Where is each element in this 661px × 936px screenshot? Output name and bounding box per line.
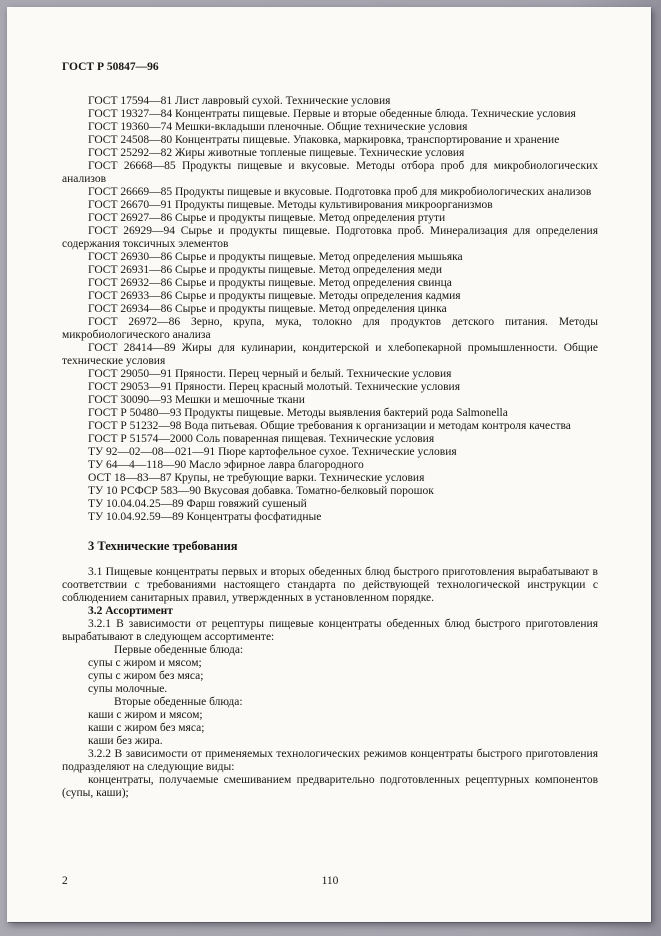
doc-code-header: ГОСТ Р 50847—96	[62, 61, 159, 73]
reference-line: ОСТ 18—83—87 Крупы, не требующие варки. Технические условия	[88, 472, 425, 484]
reference-line: ГОСТ 26932—86 Сырье и продукты пищевые. Метод определения свинца	[88, 277, 452, 289]
paragraph: Первые обеденные блюда:	[114, 644, 244, 656]
paragraph: концентраты, получаемые смешиванием предварительно подготовленных рецептурных компонентов (супы, каши);	[62, 774, 598, 799]
paragraph: 3.2 Ассортимент	[88, 605, 173, 617]
normative-references-list	[62, 95, 598, 524]
reference-line: ТУ 92—02—08—021—91 Пюре картофельное сухое. Технические условия	[88, 446, 457, 458]
reference-line: ГОСТ 26934—86 Сырье и продукты пищевые. Метод определения цинка	[88, 303, 447, 315]
reference-line: ГОСТ 17594—81 Лист лавровый сухой. Технические условия	[88, 95, 391, 107]
reference-line: ГОСТ Р 51232—98 Вода питьевая. Общие требования к организации и методам контроля качества	[88, 420, 571, 432]
reference-line: ГОСТ Р 51574—2000 Соль поваренная пищевая. Технические условия	[88, 433, 435, 445]
reference-line: ГОСТ 29050—91 Пряности. Перец черный и белый. Технические условия	[88, 368, 452, 380]
paragraph: каши с жиром и мясом;	[88, 709, 203, 721]
reference-line: ТУ 10.04.92.59—89 Концентраты фосфатидные	[88, 511, 322, 523]
reference-line: ТУ 10.04.04.25—89 Фарш говяжий сушеный	[88, 498, 307, 510]
section-heading: 3 Технические требования	[88, 539, 238, 553]
reference-line: ГОСТ 26669—85 Продукты пищевые и вкусовые. Подготовка проб для микробиологических анализов	[88, 186, 592, 198]
paragraph: 3.2.2 В зависимости от применяемых технологических режимов концентраты быстрого приготовления подразделяют на следующие виды:	[62, 748, 598, 773]
sheet-number: 110	[321, 875, 339, 887]
reference-line: ГОСТ 26668—85 Продукты пищевые и вкусовые. Методы отбора проб для микробиологических анализов	[62, 160, 598, 185]
paragraph: Вторые обеденные блюда:	[114, 696, 243, 708]
paragraph: 3.2.1 В зависимости от рецептуры пищевые концентраты обеденных блюд быстрого приготовления вырабатывают в следующем ассортименте:	[62, 618, 598, 643]
reference-line: ГОСТ 26933—86 Сырье и продукты пищевые. Методы определения кадмия	[88, 290, 461, 302]
reference-line: ТУ 10 РСФСР 583—90 Вкусовая добавка. Томатно-белковый порошок	[88, 485, 434, 497]
reference-line: ГОСТ 26670—91 Продукты пищевые. Методы культивирования микроорганизмов	[88, 199, 493, 211]
paragraph: 3.1 Пищевые концентраты первых и вторых обеденных блюд быстрого приготовления вырабатывают в соответствии с требованиями настоящего стандарта по действующей технологической инструкции с соблюдением санитарных правил, утвержденных в установленном порядке.	[62, 566, 598, 604]
page-number: 2	[62, 875, 68, 887]
reference-line: ГОСТ 30090—93 Мешки и мешочные ткани	[88, 394, 305, 406]
reference-line: ГОСТ 28414—89 Жиры для кулинарии, кондитерской и хлебопекарной промышленности. Общие технические условия	[62, 342, 598, 367]
reference-line: ГОСТ 26930—86 Сырье и продукты пищевые. Метод определения мышьяка	[88, 251, 463, 263]
reference-line: ГОСТ Р 50480—93 Продукты пищевые. Методы выявления бактерий рода Salmonella	[88, 407, 508, 419]
reference-line: ГОСТ 29053—91 Пряности. Перец красный молотый. Технические условия	[88, 381, 461, 393]
reference-line: ГОСТ 19360—74 Мешки-вкладыши пленочные. Общие технические условия	[88, 121, 468, 133]
paragraph: супы молочные.	[88, 683, 168, 695]
paragraph: супы с жиром и мясом;	[88, 657, 202, 669]
reference-line: ТУ 64—4—118—90 Масло эфирное лавра благородного	[88, 459, 364, 471]
section-body	[62, 566, 598, 800]
reference-line: ГОСТ 24508—80 Концентраты пищевые. Упаковка, маркировка, транспортирование и хранение	[88, 134, 560, 146]
reference-line: ГОСТ 26929—94 Сырье и продукты пищевые. Подготовка проб. Минерализация для определения содержания токсичных элементов	[62, 225, 598, 250]
paragraph: каши без жира.	[88, 735, 163, 747]
reference-line: ГОСТ 26927—86 Сырье и продукты пищевые. Метод определения ртути	[88, 212, 446, 224]
reference-line: ГОСТ 26972—86 Зерно, крупа, мука, толокно для продуктов детского питания. Методы микробиологического анализа	[62, 316, 598, 341]
reference-line: ГОСТ 26931—86 Сырье и продукты пищевые. Метод определения меди	[88, 264, 442, 276]
page-footer	[62, 875, 598, 888]
reference-line: ГОСТ 19327—84 Концентраты пищевые. Первые и вторые обеденные блюда. Технические условия	[88, 108, 576, 120]
paragraph: каши с жиром без мяса;	[88, 722, 205, 734]
paragraph: супы с жиром без мяса;	[88, 670, 204, 682]
document-page	[7, 7, 651, 922]
reference-line: ГОСТ 25292—82 Жиры животные топленые пищевые. Технические условия	[88, 147, 465, 159]
